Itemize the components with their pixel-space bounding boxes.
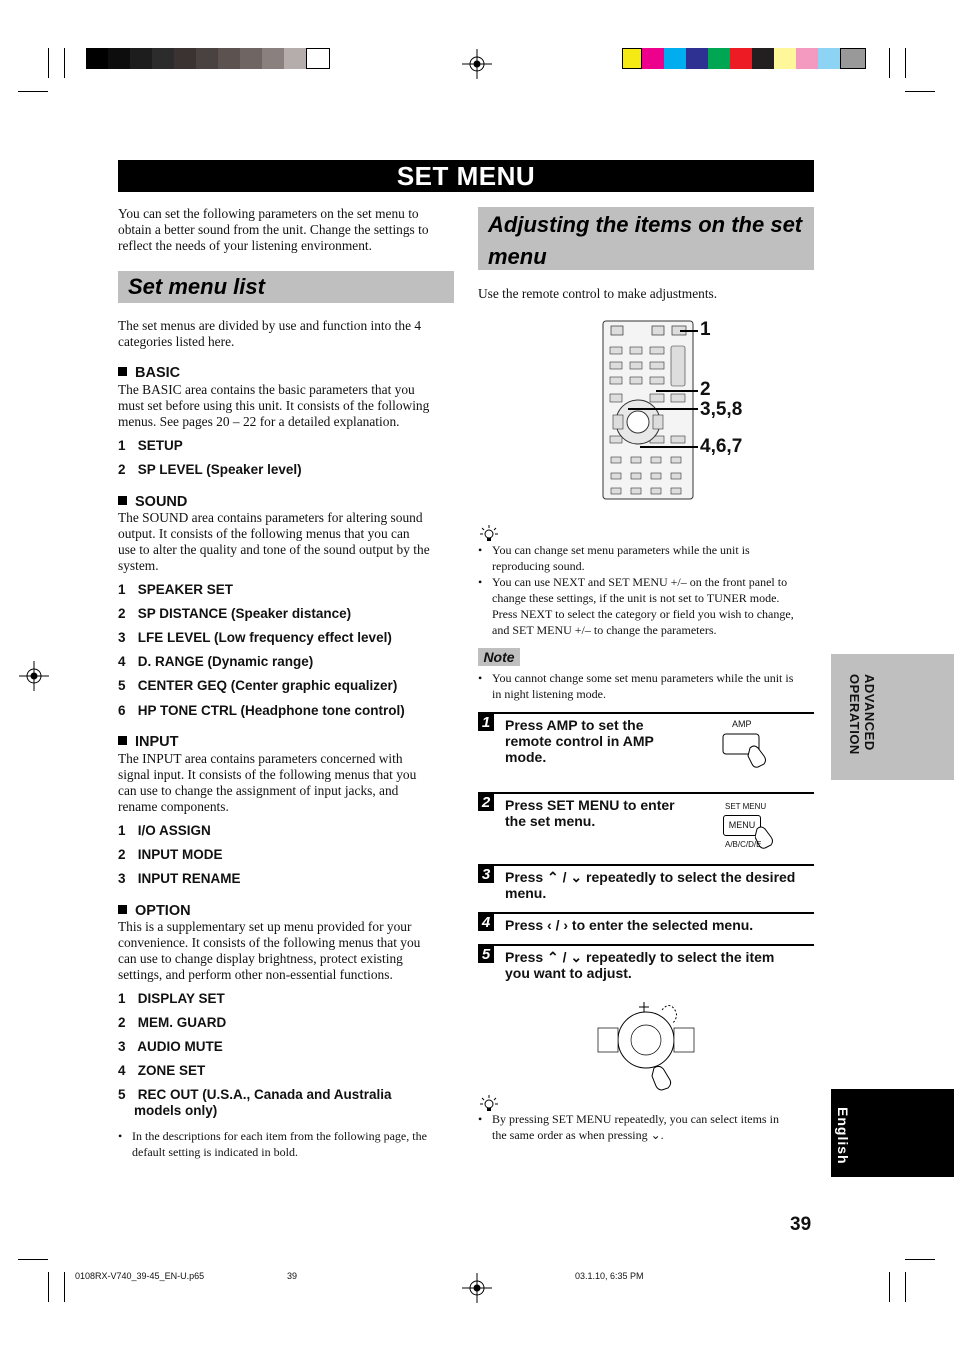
crop-mark bbox=[64, 48, 65, 78]
page-title-banner: SET MENU bbox=[118, 160, 814, 192]
input-heading: INPUT bbox=[118, 734, 179, 750]
basic-description: The BASIC area contains the basic parameters that you must set before using this unit. It consists of the following menus. See pages 20 – 22 for a detailed explanation. bbox=[118, 382, 430, 429]
menu-item: 5 REC OUT (U.S.A., Canada and Australia bbox=[118, 1087, 392, 1102]
registration-mark-icon bbox=[19, 661, 49, 691]
menu-item: 1 DISPLAY SET bbox=[118, 991, 225, 1006]
menu-item: 4 ZONE SET bbox=[118, 1063, 206, 1078]
page-number: 39 bbox=[790, 1214, 812, 1235]
set-menu-list-heading-box bbox=[118, 271, 454, 303]
step-5: 5 Press ⌃ / ⌄ repeatedly to select the item you want to adjust. bbox=[478, 944, 814, 986]
basic-heading: BASIC bbox=[118, 365, 180, 381]
crop-mark bbox=[889, 1272, 890, 1302]
menu-item-continuation: models only) bbox=[134, 1103, 218, 1118]
side-tab-label: ADVANCED OPERATION bbox=[847, 674, 877, 755]
crop-mark bbox=[905, 1259, 935, 1260]
abcde-label: A/B/C/D/E bbox=[725, 840, 762, 849]
side-tab-english bbox=[831, 1089, 954, 1177]
cursor-pad-illustration bbox=[596, 996, 696, 1092]
side-tab-language: English bbox=[835, 1107, 851, 1165]
sound-heading: SOUND bbox=[118, 494, 187, 510]
lightbulb-tip-icon bbox=[477, 524, 501, 542]
menu-item: 6 HP TONE CTRL (Headphone tone control) bbox=[118, 703, 405, 718]
menu-item: 1 SPEAKER SET bbox=[118, 582, 234, 597]
crop-mark bbox=[48, 48, 49, 78]
input-description: The INPUT area contains parameters concerned with signal input. It consists of the following menus that you can use to change the assignment of input jacks, and rename components. bbox=[118, 751, 417, 814]
remote-intro: Use the remote control to make adjustments. bbox=[478, 286, 718, 301]
callout-2: 2 bbox=[700, 379, 711, 400]
callout-3: 3,5,8 bbox=[700, 399, 743, 420]
sound-description: The SOUND area contains parameters for altering sound output. It consists of the following menus that you can use to alter the quality and tone of the sound output by the system. bbox=[118, 510, 430, 573]
crop-mark bbox=[905, 1272, 906, 1302]
menu-item: 1 I/O ASSIGN bbox=[118, 823, 211, 838]
crop-mark bbox=[18, 1259, 48, 1260]
callout-line bbox=[640, 446, 698, 448]
note-label: Note bbox=[478, 648, 520, 666]
menu-item: 3 INPUT RENAME bbox=[118, 871, 241, 886]
step-1: 1 Press AMP to set the remote control in AMP mode. bbox=[478, 712, 814, 784]
callout-line bbox=[656, 390, 698, 392]
menu-button: MENU bbox=[723, 815, 761, 836]
step-2: 2 Press SET MENU to enter the set menu. bbox=[478, 792, 814, 864]
menu-item: 4 D. RANGE (Dynamic range) bbox=[118, 654, 314, 669]
lightbulb-tip-icon bbox=[477, 1094, 501, 1112]
amp-label: AMP bbox=[732, 719, 752, 729]
set-menu-label: SET MENU bbox=[725, 802, 767, 811]
section-intro: The set menus are divided by use and function into the 4 categories listed here. bbox=[118, 318, 422, 349]
menu-item: 2 SP LEVEL (Speaker level) bbox=[118, 462, 302, 477]
callout-line bbox=[628, 408, 698, 410]
callout-line bbox=[680, 330, 698, 332]
menu-item: 2 INPUT MODE bbox=[118, 847, 223, 862]
crop-mark bbox=[905, 48, 906, 78]
step-3: 3 Press ⌃ / ⌄ repeatedly to select the desired menu. bbox=[478, 864, 814, 906]
footer-date: 03.1.10, 6:35 PM bbox=[575, 1271, 644, 1281]
footer-page: 39 bbox=[287, 1271, 298, 1281]
registration-mark-icon bbox=[462, 1273, 492, 1303]
side-tab-advanced-operation bbox=[831, 654, 954, 780]
menu-item: 3 AUDIO MUTE bbox=[118, 1039, 223, 1054]
menu-item: 1 SETUP bbox=[118, 438, 183, 453]
section-title: Set menu list bbox=[128, 274, 265, 299]
crop-mark bbox=[18, 91, 48, 92]
adjusting-heading-box bbox=[478, 207, 814, 270]
step-4: 4 Press ‹ / › to enter the selected menu. bbox=[478, 912, 814, 944]
remote-control-illustration bbox=[598, 318, 698, 502]
intro-text: You can set the following parameters on the set menu to obtain a better sound from the unit. Change the settings to reflect the needs of your listening environment. bbox=[118, 206, 429, 253]
crop-mark bbox=[48, 1272, 49, 1302]
option-description: This is a supplementary set up menu provided for your convenience. It consists of the following menus that you can use to change display brightness, protect existing settings, and perform other non-essential functions. bbox=[118, 919, 421, 982]
crop-mark bbox=[889, 48, 890, 78]
footer-file: 0108RX-V740_39-45_EN-U.p65 bbox=[75, 1271, 205, 1281]
option-heading: OPTION bbox=[118, 903, 191, 919]
menu-item: 2 SP DISTANCE (Speaker distance) bbox=[118, 606, 352, 621]
menu-item: 3 LFE LEVEL (Low frequency effect level) bbox=[118, 630, 392, 645]
menu-item: 5 CENTER GEQ (Center graphic equalizer) bbox=[118, 678, 398, 693]
amp-button-press-icon bbox=[722, 730, 778, 768]
crop-mark bbox=[64, 1272, 65, 1302]
crop-mark bbox=[905, 91, 935, 92]
callout-1: 1 bbox=[700, 319, 711, 340]
callout-4: 4,6,7 bbox=[700, 436, 743, 457]
registration-mark-icon bbox=[462, 49, 492, 79]
menu-item: 2 MEM. GUARD bbox=[118, 1015, 227, 1030]
section-title: Adjusting the items on the set menu bbox=[488, 212, 803, 269]
